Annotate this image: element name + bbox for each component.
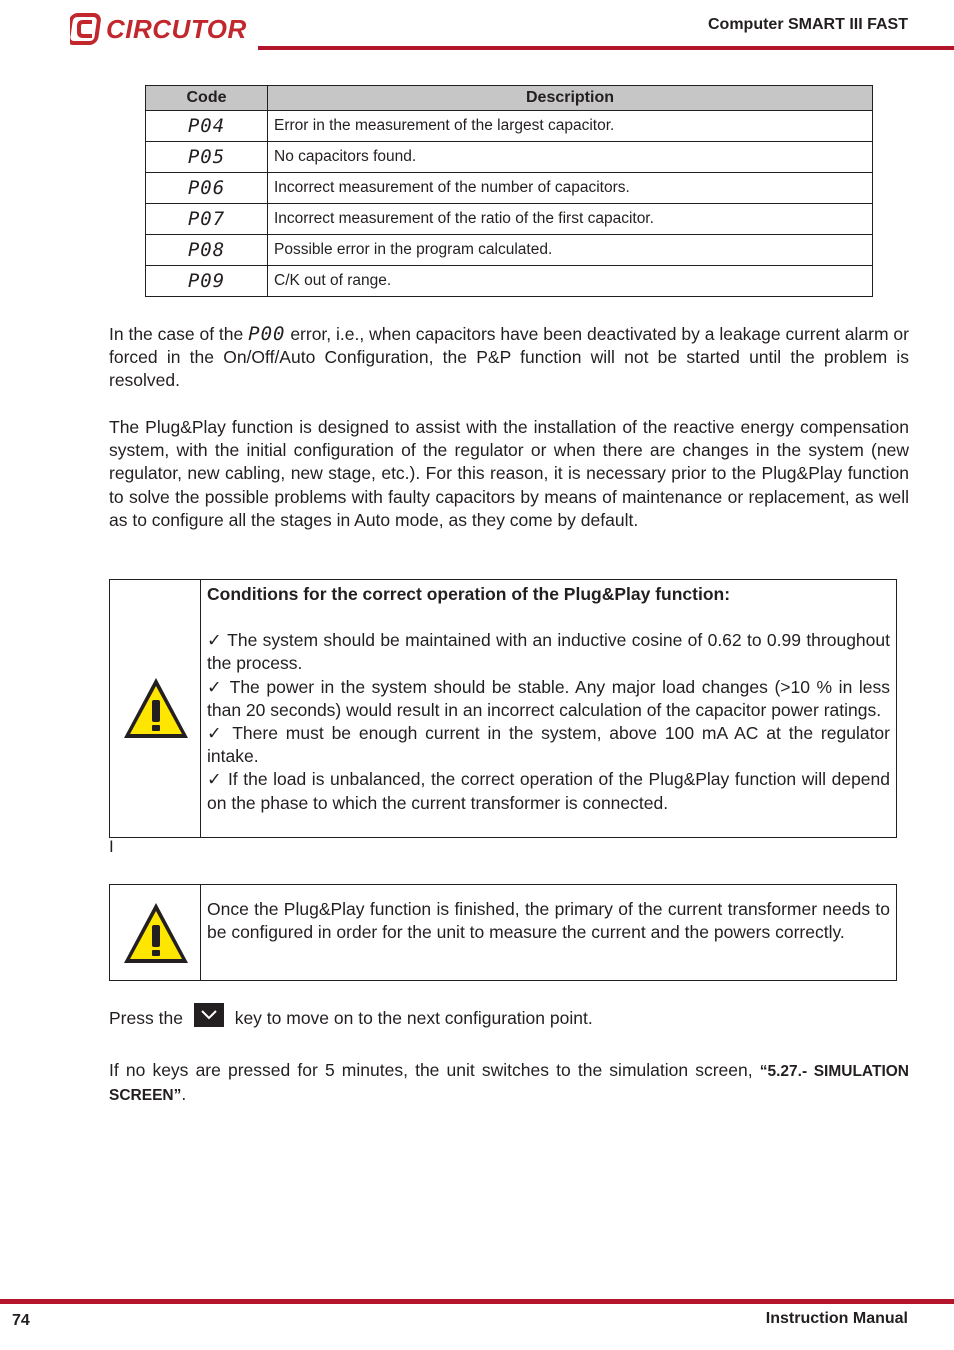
error-description: Possible error in the program calculated.: [268, 235, 873, 266]
table-row: [146, 111, 873, 142]
p00-error-paragraph: [109, 323, 909, 393]
transformer-warning-box: [109, 884, 897, 981]
press-key-paragraph: [109, 1003, 909, 1030]
simulation-screen-reference: “5.27.- SIMULATION SCREEN”: [109, 1063, 909, 1105]
brand-logo: [70, 12, 250, 46]
p00-text-after: error, i.e., when capacitors have been deactivated by a leakage current alarm or forced in the On/Off/Auto Configuration, the P&P function will not be started until the problem is resolved.: [109, 324, 909, 391]
table-row: [146, 266, 873, 297]
condition-item: ✓ If the load is unbalanced, the correct operation of the Plug&Play function will depend on the phase to which the current transformer is connected.: [207, 769, 890, 813]
error-code: P04: [146, 111, 268, 142]
press-key-text-after: key to move on to the next configuration point.: [234, 1008, 593, 1028]
simulation-text-end: .: [181, 1084, 187, 1105]
footer-rule: [0, 1299, 954, 1304]
error-description: C/K out of range.: [268, 266, 873, 297]
plug-and-play-paragraph: The Plug&Play function is designed to assist with the installation of the reactive energy compensation system, with the initial configuration of the regulator or when there are changes in the system (new regulator, new cabling, new stage, etc.). For this reason, it is necessary prior to the Plug&Play function to solve the possible problems with faulty capacitors by means of maintenance or replacement, as well as to configure all the stages in Auto mode, as they come by default.: [109, 417, 909, 530]
conditions-text: [207, 583, 890, 815]
warning-triangle-icon: [122, 676, 190, 740]
header-rule: [258, 46, 954, 50]
conditions-title: Conditions for the correct operation of the Plug&Play function:: [207, 584, 731, 604]
error-code: P06: [146, 173, 268, 204]
warning-icon-cell: [110, 580, 201, 837]
stray-mark: I: [109, 837, 114, 856]
column-header-code: Code: [146, 86, 268, 111]
condition-item: ✓ There must be enough current in the system, above 100 mA AC at the regulator intake.: [207, 723, 890, 767]
transformer-warning-text: Once the Plug&Play function is finished, the primary of the current transformer needs to be configured in order for the unit to measure the current and the powers correctly.: [207, 899, 890, 943]
page-number: 74: [12, 1312, 30, 1329]
error-code: P08: [146, 235, 268, 266]
press-key-text-before: Press the: [109, 1008, 183, 1028]
error-code: P07: [146, 204, 268, 235]
footer-title: Instruction Manual: [765, 1310, 908, 1327]
error-code: P05: [146, 142, 268, 173]
error-description: No capacitors found.: [268, 142, 873, 173]
conditions-warning-box: [109, 579, 897, 838]
error-description: Incorrect measurement of the number of capacitors.: [268, 173, 873, 204]
p00-code: P00: [248, 323, 286, 345]
table-row: [146, 173, 873, 204]
warning-triangle-icon: [122, 901, 190, 965]
condition-item: ✓ The system should be maintained with an inductive cosine of 0.62 to 0.99 throughout the process.: [207, 630, 890, 674]
table-row: [146, 235, 873, 266]
p00-text-before: In the case of the: [109, 324, 249, 344]
document-title: Computer SMART III FAST: [708, 16, 908, 33]
simulation-text: If no keys are pressed for 5 minutes, the unit switches to the simulation screen,: [109, 1060, 760, 1080]
simulation-paragraph: [109, 1059, 909, 1107]
error-description: Error in the measurement of the largest capacitor.: [268, 111, 873, 142]
error-description: Incorrect measurement of the ratio of the first capacitor.: [268, 204, 873, 235]
circutor-logo-icon: [70, 12, 104, 46]
error-code: P09: [146, 266, 268, 297]
table-row: [146, 204, 873, 235]
warning-icon-cell: [110, 885, 201, 980]
brand-name: CIRCUTOR: [106, 14, 247, 44]
error-code-table: [145, 85, 873, 297]
table-row: [146, 142, 873, 173]
down-key-icon: [194, 1003, 224, 1027]
column-header-description: Description: [268, 86, 873, 111]
condition-item: ✓ The power in the system should be stable. Any major load changes (>10 % in less than 20 seconds) would result in an incorrect calculation of the capacitor power ratings.: [207, 676, 890, 720]
